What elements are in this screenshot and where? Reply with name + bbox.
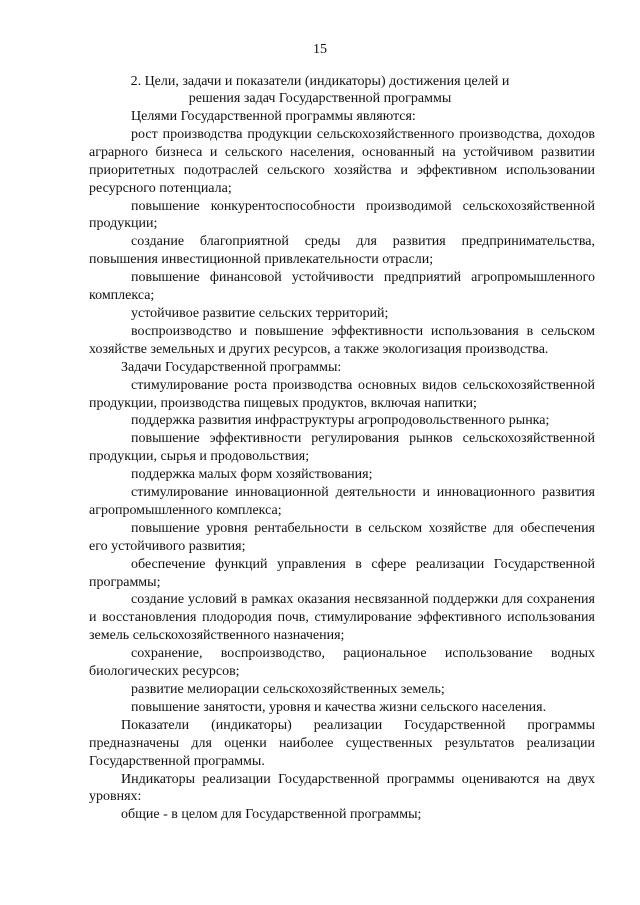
paragraph-goal-production-growth: рост производства продукции сельскохозяйственного производства, доходов аграрного бизнеса и сельского населения, основанный на устойчивом развитии приоритетных подотраслей сельского хозяйства и эффективном использовании ресурсного потенциала; <box>89 126 595 196</box>
paragraph-goal-financial-stability: повышение финансовой устойчивости предприятий агропромышленного комплекса; <box>89 270 595 304</box>
section-heading <box>110 73 530 107</box>
paragraph-goal-rural-development: устойчивое развитие сельских территорий; <box>131 305 389 321</box>
paragraph-task-employment: повышение занятости, уровня и качества жизни сельского населения. <box>131 699 547 715</box>
document-body <box>89 108 595 824</box>
paragraph-goal-business-environment: создание благоприятной среды для развития предпринимательства, повышения инвестиционной привлекательности отрасли; <box>89 234 595 268</box>
paragraph-task-profitability: повышение уровня рентабельности в сельском хозяйстве для обеспечения его устойчивого развития; <box>89 520 595 554</box>
paragraph-task-management: обеспечение функций управления в сфере реализации Государственной программы; <box>89 556 595 590</box>
paragraph-goal-competitiveness: повышение конкурентоспособности производимой сельскохозяйственной продукции; <box>89 198 595 232</box>
section-heading-line-1: 2. Цели, задачи и показатели (индикаторы) достижения целей и <box>130 74 510 89</box>
paragraph-task-land-reclamation: развитие мелиорации сельскохозяйственных земель; <box>131 682 445 697</box>
paragraph-indicators-general: общие - в целом для Государственной программы; <box>121 807 422 823</box>
page-number: 15 <box>313 42 327 57</box>
paragraph-tasks-intro: Задачи Государственной программы: <box>121 359 342 375</box>
section-heading-line-2: решения задач Государственной программы <box>188 91 452 106</box>
paragraph-goal-resources: воспроизводство и повышение эффективности использования в сельском хозяйстве земельных и других ресурсов, а также экологизация производства. <box>89 323 595 357</box>
paragraph-task-market-regulation: повышение эффективности регулирования рынков сельскохозяйственной продукции, сырья и продовольствия; <box>89 431 595 465</box>
paragraph-task-small-farms: поддержка малых форм хозяйствования; <box>131 467 373 483</box>
paragraph-task-soil-fertility: создание условий в рамках оказания несвязанной поддержки для сохранения и восстановления плодородия почв, стимулирование эффективного использования земель сельскохозяйственного назначения; <box>89 592 595 644</box>
paragraph-task-innovation: стимулирование инновационной деятельности и инновационного развития агропромышленного комплекса; <box>89 485 595 518</box>
paragraph-task-infrastructure: поддержка развития инфраструктуры агропродовольственного рынка; <box>131 413 550 429</box>
paragraph-task-production-stimulus: стимулирование роста производства основных видов сельскохозяйственной продукции, производства пищевых продуктов, включая напитки; <box>89 377 595 411</box>
paragraph-indicators-levels: Индикаторы реализации Государственной программы оцениваются на двух уровнях: <box>89 771 595 805</box>
paragraph-task-aquatic-resources: сохранение, воспроизводство, рациональное использование водных биологических ресурсов; <box>89 646 595 680</box>
paragraph-indicators-purpose: Показатели (индикаторы) реализации Государственной программы предназначены для оценки наиболее существенных результатов реализации Государственной программы. <box>89 717 595 769</box>
paragraph-goals-intro: Целями Государственной программы являются: <box>131 109 416 124</box>
